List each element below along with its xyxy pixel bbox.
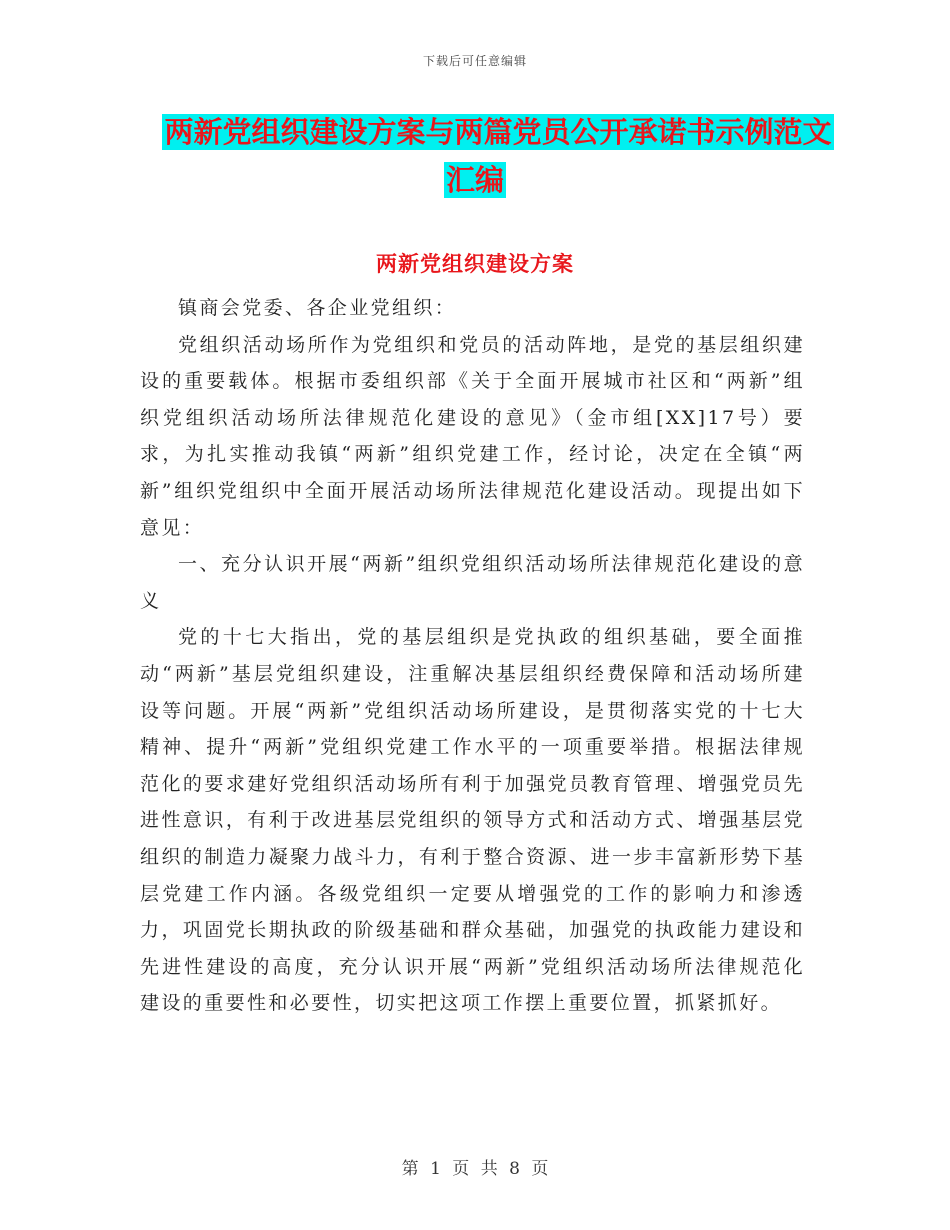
body-paragraph: 党的十七大指出，党的基层组织是党执政的组织基础，要全面推动“两新”基层党组织建设，注重解决基层组织经费保障和活动场所建设等问题。开展“两新”党组织活动场所建设，是贯彻落实党的十七大精神、提升“两新”党组织党建工作水平的一项重要举措。根据法律规范化的要求建好党组织活动场所有利于加强党员教育管理、增强党员先进性意识，有利于改进基层党组织的领导方式和活动方式、增强基层党组织的制造力凝聚力战斗力，有利于整合资源、进一步丰富新形势下基层党建工作内涵。各级党组织一定要从增强党的工作的影响力和渗透力，巩固党长期执政的阶级基础和群众基础，加强党的执政能力建设和先进性建设的高度，充分认识开展“两新”党组织活动场所法律规范化建设的重要性和必要性，切实把这项工作摆上重要位置，抓紧抓好。 (140, 626, 805, 1015)
title-highlight-1: 两新党组织建设方案与两篇党员公开承诺书示例范文 (164, 115, 832, 149)
salutation-paragraph: 镇商会党委、各企业党组织： (178, 297, 457, 319)
document-title-line-2 (0, 156, 950, 204)
page-header: 下载后可任意编辑 (422, 54, 527, 68)
section-title: 两新党组织建设方案 (376, 251, 574, 276)
document-title-line-1 (0, 108, 950, 156)
body-paragraph: 党组织活动场所作为党组织和党员的活动阵地，是党的基层组织建设的重要载体。根据市委组织部《关于全面开展城市社区和“两新”组织党组织活动场所法律规范化建设的意见》（金市组[XX]17号）要求，为扎实推动我镇“两新”组织党建工作，经讨论，决定在全镇“两新”组织党组织中全面开展活动场所法律规范化建设活动。现提出如下意见： (140, 333, 805, 539)
title-highlight-2: 汇编 (445, 163, 504, 197)
document-body (140, 290, 805, 1022)
heading-paragraph: 一、充分认识开展“两新”组织党组织活动场所法律规范化建设的意义 (140, 553, 805, 612)
page-number-footer: 第 1 页 共 8 页 (401, 1159, 549, 1179)
document-title (0, 108, 950, 204)
